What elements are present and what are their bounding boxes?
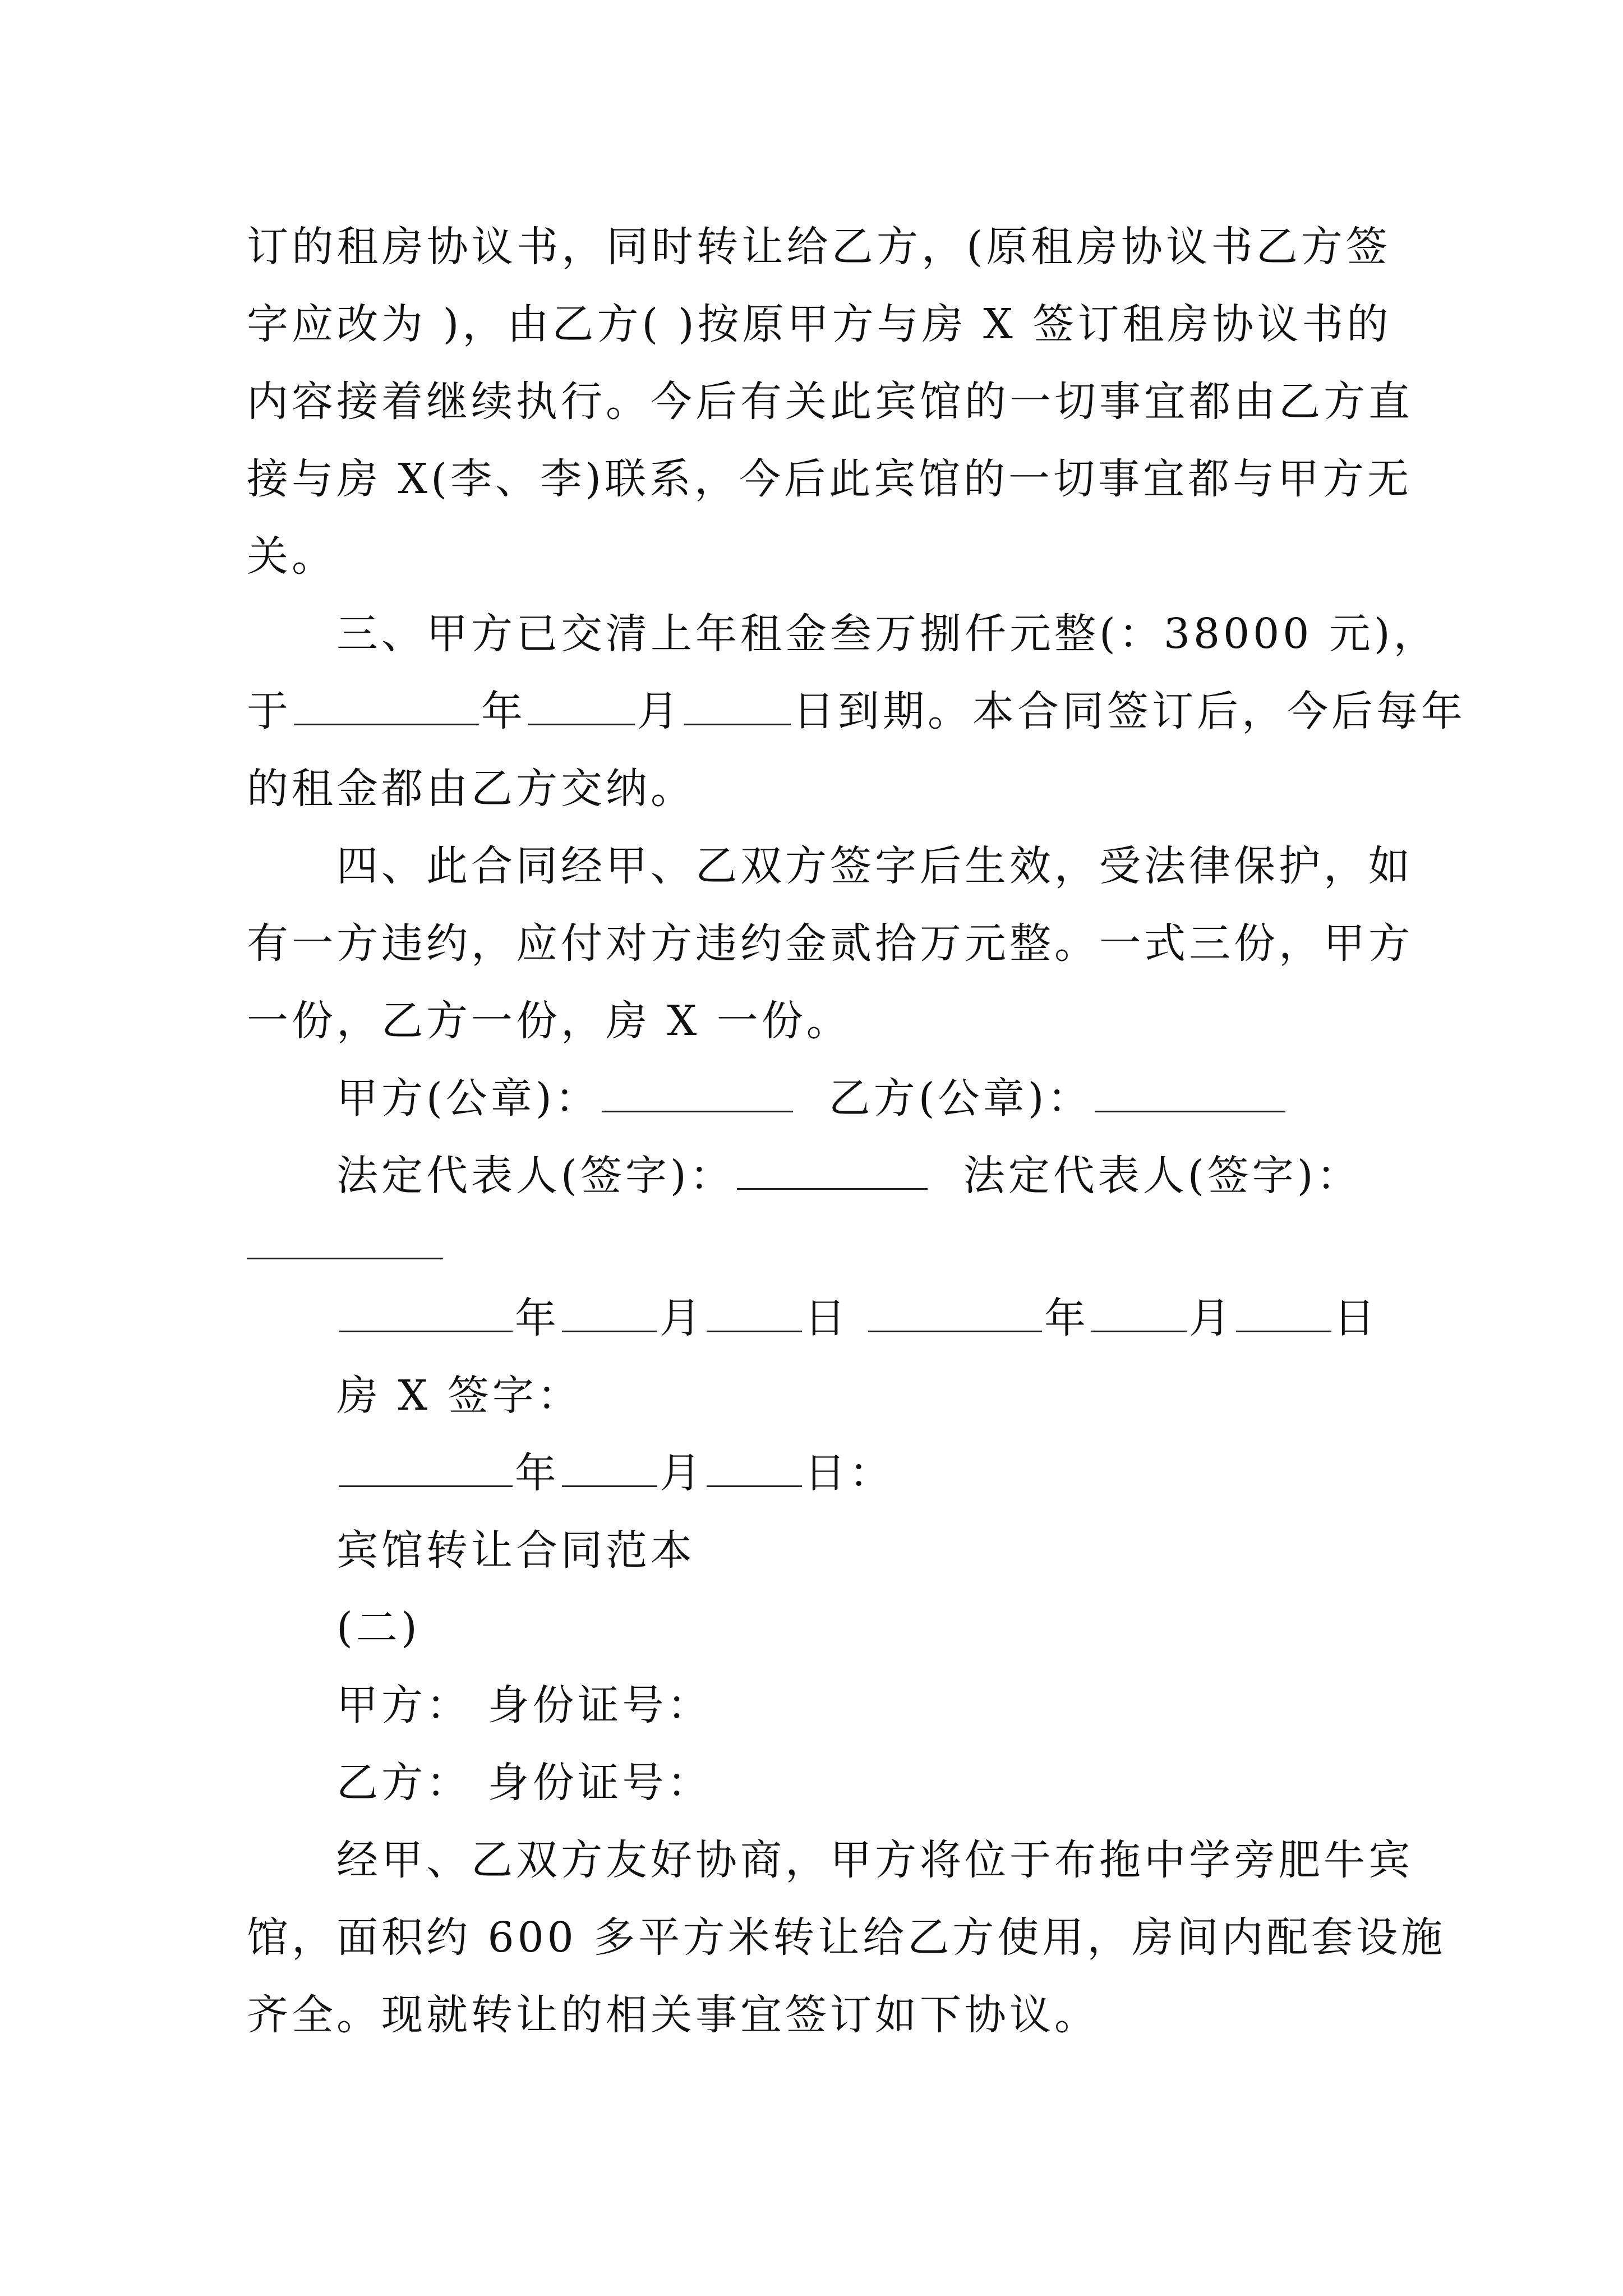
date-line-2 (336, 1445, 1391, 1501)
date-c-year-blank (339, 1446, 513, 1487)
date-b-day-label: 日 (1334, 1294, 1378, 1342)
month-blank (528, 684, 635, 725)
date-b-month-blank (1091, 1291, 1187, 1332)
clause-3-line-2 (247, 683, 1466, 739)
date-b-year-blank (868, 1291, 1042, 1332)
clause-4-line-1: 四、此合同经甲、乙双方签字后生效，受法律保护，如 (336, 842, 1413, 890)
date-a-year-label: 年 (515, 1294, 560, 1342)
section-title: 宾馆转让合同范本 (336, 1526, 695, 1575)
text-line-2: 字应改为 )，由乙方( )按原甲方与房 X 签订租房协议书的 (247, 300, 1392, 348)
seal-line (336, 1070, 1391, 1126)
date-c-year-label: 年 (515, 1449, 560, 1497)
party-b-seal-label: 乙方(公章)： (828, 1074, 1092, 1122)
date-c-day-blank (707, 1446, 802, 1487)
year-label: 年 (481, 687, 526, 735)
legal-rep-a-label: 法定代表人(签字)： (336, 1152, 735, 1200)
date-line-1 (336, 1290, 1391, 1346)
text-line-3: 内容接着继续执行。今后有关此宾馆的一切事宜都由乙方直 (247, 378, 1413, 426)
date-a-day-blank (707, 1291, 802, 1332)
paragraph-1-line-2: 馆，面积约 600 多平方米转让给乙方使用，房间内配套设施 (247, 1913, 1446, 1962)
date-a-month-label: 月 (660, 1294, 704, 1342)
date-c-month-blank (562, 1446, 657, 1487)
clause-3-line-3: 的租金都由乙方交纳。 (247, 765, 695, 813)
paragraph-1-line-1: 经甲、乙双方友好协商，甲方将位于布拖中学旁肥牛宾 (336, 1836, 1413, 1884)
date-b-year-label: 年 (1044, 1294, 1089, 1342)
date-b-month-label: 月 (1189, 1294, 1234, 1342)
clause-3-line-1: 三、甲方已交清上年租金叁万捌仟元整(：38000 元)， (336, 610, 1438, 658)
month-label: 月 (637, 687, 682, 735)
paragraph-1-line-3: 齐全。现就转让的相关事宜签订如下协议。 (247, 1991, 1099, 2039)
party-a-id-line: 甲方： 身份证号： (336, 1681, 712, 1729)
date-b-day-blank (1236, 1291, 1331, 1332)
party-a-seal-blank (602, 1071, 793, 1112)
clause-3-prefix: 于 (247, 687, 292, 735)
year-blank (294, 684, 479, 725)
date-a-year-blank (339, 1291, 513, 1332)
party-b-id-line: 乙方： 身份证号： (336, 1759, 712, 1807)
text-line-1: 订的租房协议书，同时转让给乙方，(原租房协议书乙方签 (247, 223, 1391, 271)
section-number: (二) (336, 1604, 421, 1652)
party-b-seal-blank (1095, 1071, 1285, 1112)
date-c-day-label: 日： (804, 1449, 894, 1497)
clause-4-line-2: 有一方违约，应付对方违约金贰拾万元整。一式三份，甲方 (247, 919, 1413, 968)
legal-rep-b-blank (247, 1258, 443, 1259)
clause-4-line-3: 一份，乙方一份，房 X 一份。 (247, 997, 851, 1045)
landlord-sign-line: 房 X 签字： (336, 1372, 582, 1420)
date-a-month-blank (562, 1291, 657, 1332)
legal-rep-line (336, 1148, 1391, 1204)
clause-3-rest: 日到期。本合同签订后，今后每年 (793, 687, 1466, 735)
day-blank (684, 684, 791, 725)
date-c-month-label: 月 (660, 1449, 704, 1497)
text-line-4: 接与房 X(李、李)联系，今后此宾馆的一切事宜都与甲方无 (247, 455, 1412, 503)
legal-rep-b-label: 法定代表人(签字)： (963, 1152, 1362, 1200)
legal-rep-a-blank (737, 1149, 928, 1190)
date-a-day-label: 日 (804, 1294, 849, 1342)
party-a-seal-label: 甲方(公章)： (336, 1074, 600, 1122)
text-line-5: 关。 (247, 532, 336, 581)
